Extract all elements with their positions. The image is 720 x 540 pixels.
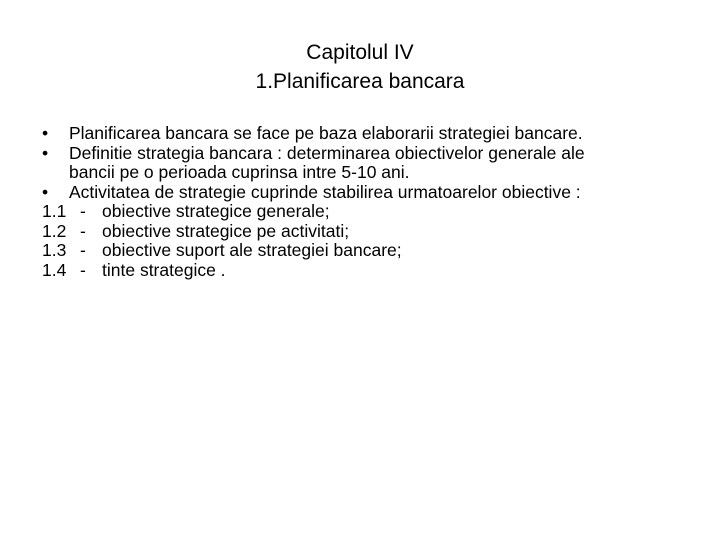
item-dash: - (80, 220, 86, 241)
numbered-item (42, 261, 682, 281)
item-number: 1.2 (42, 220, 67, 241)
numbered-item (42, 222, 682, 242)
item-text: obiective strategice generale; (102, 201, 330, 221)
title-line-2: 1.Planificarea bancara (255, 70, 465, 93)
slide-title (0, 38, 720, 96)
bullet-item (42, 183, 682, 203)
item-number: 1.4 (42, 259, 67, 280)
item-dash: - (80, 240, 86, 260)
bullet-text: Planificarea bancara se face pe baza elaborarii strategiei bancare. (69, 123, 583, 143)
bullet-marker: • (42, 123, 49, 143)
numbered-item (42, 241, 682, 261)
slide-content (42, 124, 682, 280)
bullet-marker: • (42, 142, 49, 163)
title-line-1: Capitolul IV (306, 41, 414, 64)
item-dash: - (80, 201, 86, 221)
bullet-marker: • (42, 181, 49, 202)
bullet-text: Definitie strategia bancara : determinarea obiectivelor generale ale (69, 142, 585, 163)
bullet-item (42, 124, 682, 144)
bullet-item (42, 144, 682, 183)
item-dash: - (80, 259, 86, 280)
numbered-item (42, 202, 682, 222)
bullet-text-continued: bancii pe o perioada cuprinsa intre 5-10 ani. (69, 162, 410, 182)
item-number: 1.3 (42, 240, 67, 260)
item-text: obiective suport ale strategiei bancare; (102, 240, 402, 260)
bullet-text: Activitatea de strategie cuprinde stabilirea urmatoarelor obiective : (69, 181, 581, 202)
item-number: 1.1 (42, 201, 67, 221)
item-text: obiective strategice pe activitati; (102, 220, 350, 241)
item-text: tinte strategice . (102, 259, 226, 280)
